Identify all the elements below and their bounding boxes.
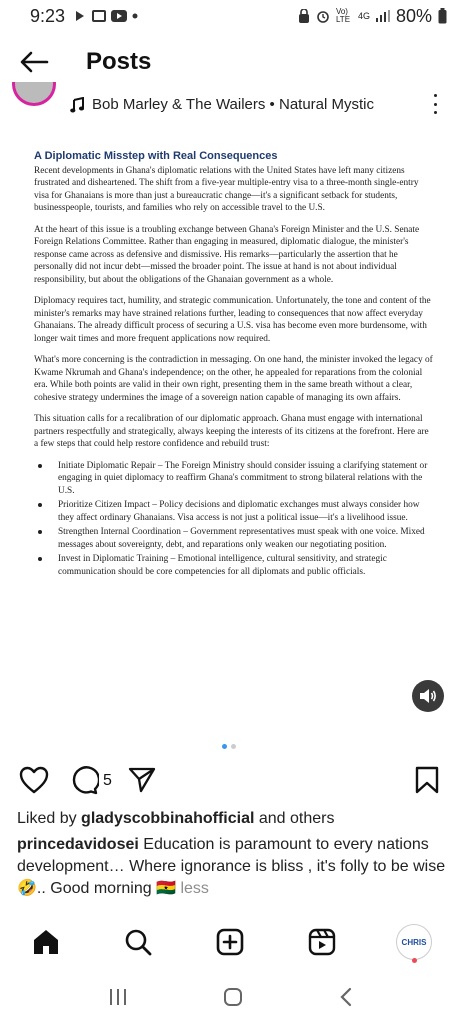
like-button[interactable] — [18, 764, 50, 796]
profile-avatar-text: CHRIS — [401, 937, 427, 947]
likes-summary[interactable] — [17, 810, 334, 828]
dot-icon — [132, 13, 138, 19]
nav-reels[interactable] — [306, 926, 338, 958]
nav-profile-avatar[interactable] — [396, 924, 432, 960]
article-paragraph: Recent developments in Ghana's diplomatic relations with the United States have left many citizens frustrated and disheartened. The shift from a five-year multiple-entry visa to a three-month single-entry visa for Ghanaians is more than just a bureaucratic change—it's a significant setback for students, businesspeople, tourists, and families who rely on accessible travel to the U.S. — [34, 165, 419, 213]
carousel-dot — [231, 744, 236, 749]
recent-apps-button[interactable] — [108, 988, 128, 1011]
article-bullet: Invest in Diplomatic Training – Emotional intelligence, cultural sensitivity, and strategic communication should be core competencies for all diplomats and public officials. — [58, 553, 435, 578]
caption-text: Education is paramount to every nations development… Where ignorance is bliss , it's folly to be wise 🤣.. Good morning 🇬🇭 — [17, 836, 446, 897]
bookmark-icon — [415, 766, 439, 794]
status-right — [298, 6, 447, 27]
likes-suffix: and others — [254, 810, 335, 827]
link-icon — [73, 9, 87, 23]
add-post-icon — [216, 928, 244, 956]
post-actions — [0, 762, 461, 802]
youtube-icon — [111, 10, 127, 22]
post-caption — [17, 834, 447, 900]
more-options-button[interactable] — [431, 94, 439, 114]
likes-user[interactable]: gladyscobbinahofficial — [81, 810, 255, 827]
home-square-icon — [223, 987, 243, 1007]
bottom-navigation — [0, 916, 461, 970]
recent-apps-icon — [108, 988, 128, 1006]
comment-button[interactable] — [68, 764, 100, 796]
reels-icon — [308, 928, 336, 956]
article-bullet-list — [58, 460, 435, 579]
article-bullet: Prioritize Citizen Impact – Policy decisions and diplomatic exchanges must always consider how they affect ordinary Ghanaians. Visa access is not just a political issue—it's a livelihood issue. — [58, 499, 435, 524]
post-header — [0, 86, 461, 126]
send-icon — [128, 767, 156, 793]
signal-label: 4G — [357, 11, 370, 21]
comment-icon — [69, 765, 99, 795]
caption-username[interactable]: princedavidosei — [17, 836, 139, 853]
lock-icon — [298, 9, 310, 23]
music-title: Bob Marley & The Wailers • Natural Mystic — [92, 96, 374, 113]
save-button[interactable] — [411, 764, 443, 796]
nav-create[interactable] — [214, 926, 246, 958]
home-icon — [32, 928, 60, 956]
more-dots-icon — [434, 94, 437, 97]
back-chevron-icon — [339, 987, 353, 1007]
article-bullet: Initiate Diplomatic Repair – The Foreign Ministry should consider issuing a clarifying statement or engaging in quiet diplomacy to reaffirm Ghana's commitment to strong bilateral relations with the U.S. — [58, 460, 435, 498]
article-title: A Diplomatic Misstep with Real Consequences — [34, 150, 278, 162]
nav-home[interactable] — [30, 926, 62, 958]
signal-icon — [376, 10, 390, 22]
article-paragraph: This situation calls for a recalibration of our diplomatic approach. Ghana must engage with international partners respectfully and strategically, always keeping the interests of its citizens at the forefront. Here are a few steps that could help restore confidence and rebuild trust: — [34, 414, 429, 449]
music-note-icon — [70, 97, 84, 113]
article-paragraph: At the heart of this issue is a troubling exchange between Ghana's Foreign Minister and the U.S. Senate Foreign Relations Committee. Rather than engaging in measured, diplomatic dialogue, the minister's response came across as defensive and dismissive. His remarks—particularly the assertion that he personally did not incur debt—missed the broader point. The issue at hand is not about individual responsibility, but about the obligations of the Ghanaian government as a whole. — [34, 224, 420, 285]
carousel-indicator — [222, 744, 236, 749]
battery-percent: 80% — [395, 5, 432, 26]
heart-icon — [19, 766, 49, 794]
speaker-icon — [419, 688, 437, 704]
battery-icon — [438, 8, 447, 24]
comment-count: 5 — [103, 772, 112, 789]
music-attribution[interactable] — [70, 96, 374, 113]
search-icon — [124, 928, 152, 956]
likes-prefix: Liked by — [17, 810, 82, 827]
notification-icons — [73, 9, 138, 23]
caption-less-link[interactable]: less — [180, 880, 209, 897]
sound-toggle-button[interactable] — [412, 680, 444, 712]
notification-dot — [412, 958, 417, 963]
network-label: Vo) LTE — [335, 7, 351, 24]
back-button[interactable] — [16, 44, 52, 80]
article-paragraph: Diplomacy requires tact, humility, and strategic communication. Unfortunately, the tone and content of the minister's remarks may have strained relations further, leading to consequences that now affect everyday Ghanaians. The already difficult process of securing a U.S. visa has become even more burdensome, with longer wait times and more frequent applications now required. — [34, 296, 431, 344]
status-left — [30, 6, 138, 27]
home-system-button[interactable] — [223, 987, 243, 1012]
poster-avatar[interactable] — [12, 82, 56, 106]
back-arrow-icon — [19, 51, 49, 73]
gallery-icon — [92, 10, 106, 22]
back-system-button[interactable] — [339, 987, 353, 1012]
post-image-article[interactable] — [0, 136, 461, 736]
system-navigation — [0, 975, 461, 1024]
share-button[interactable] — [126, 764, 158, 796]
article-bullet: Strengthen Internal Coordination – Government representatives must speak with one voice. Mixed messages about sovereignty, debt, and reparations only weaken our negotiating position. — [58, 526, 435, 551]
carousel-dot-active — [222, 744, 227, 749]
posts-header — [0, 36, 461, 88]
article-paragraph: What's more concerning is the contradiction in messaging. On one hand, the minister invoked the legacy of Kwame Nkrumah and Ghana's independence; on the other, he appealed for reparations from the colonial era. While both points are valid in their own right, presenting them in the same breath without a clear, cohesive strategy undermines the image of a sovereign nation capable of managing its own affairs. — [34, 355, 433, 403]
status-time: 9:23 — [30, 5, 66, 26]
page-title: Posts — [86, 48, 152, 75]
nav-search[interactable] — [122, 926, 154, 958]
status-bar — [0, 0, 461, 32]
alarm-icon — [316, 9, 330, 23]
